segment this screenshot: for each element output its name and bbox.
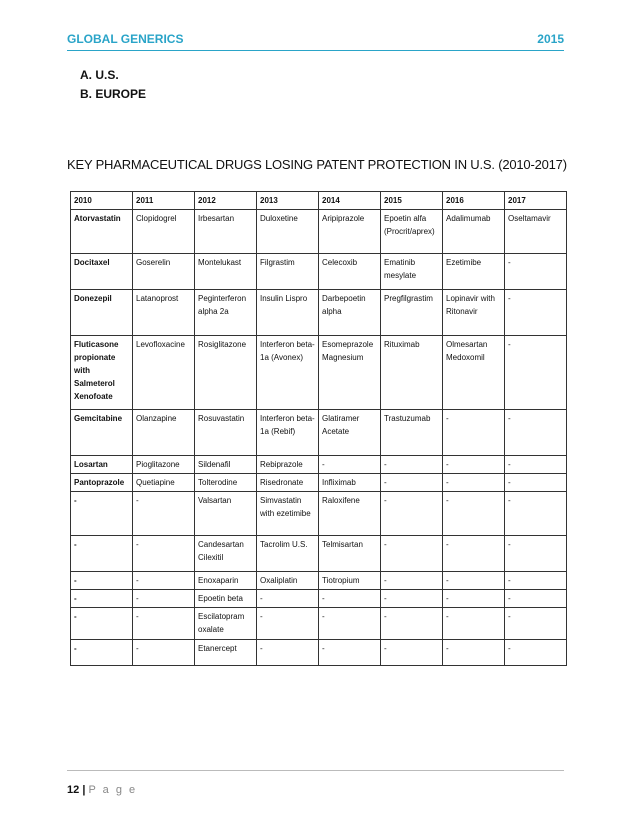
table-cell: - [381, 492, 443, 536]
table-cell: Pantoprazole [71, 474, 133, 492]
table-cell: - [505, 456, 567, 474]
table-cell: Fluticasone propionate with Salmeterol Xenofoate [71, 336, 133, 410]
table-cell: - [257, 608, 319, 640]
footer-divider [67, 770, 564, 771]
table-cell: - [381, 474, 443, 492]
table-cell: Peginterferon alpha 2a [195, 290, 257, 336]
table-cell: - [381, 572, 443, 590]
section-list [80, 66, 146, 104]
table-title: KEY PHARMACEUTICAL DRUGS LOSING PATENT PROTECTION IN U.S. (2010-2017) [67, 157, 567, 172]
table-cell: - [505, 254, 567, 290]
table-cell: - [71, 536, 133, 572]
table-cell: - [443, 474, 505, 492]
table-cell: - [443, 492, 505, 536]
table-cell: Tiotropium [319, 572, 381, 590]
table-cell: - [381, 590, 443, 608]
table-cell: - [505, 336, 567, 410]
table-cell: Risedronate [257, 474, 319, 492]
table-cell: Pioglitazone [133, 456, 195, 474]
table-cell: - [133, 492, 195, 536]
column-header: 2010 [71, 192, 133, 210]
table-row [71, 640, 567, 666]
table-cell: Losartan [71, 456, 133, 474]
column-header: 2012 [195, 192, 257, 210]
table-cell: - [381, 456, 443, 474]
table-cell: Enoxaparin [195, 572, 257, 590]
table-cell: Celecoxib [319, 254, 381, 290]
table-cell: Olmesartan Medoxomil [443, 336, 505, 410]
table-cell: - [71, 492, 133, 536]
table-cell: Filgrastim [257, 254, 319, 290]
column-header: 2011 [133, 192, 195, 210]
page-header [67, 32, 564, 51]
table-cell: - [71, 590, 133, 608]
table-cell: - [505, 608, 567, 640]
table-row [71, 210, 567, 254]
table-row [71, 410, 567, 456]
table-row [71, 254, 567, 290]
table-cell: Telmisartan [319, 536, 381, 572]
table-cell: Irbesartan [195, 210, 257, 254]
table-cell: - [133, 608, 195, 640]
table-cell: Valsartan [195, 492, 257, 536]
table-cell: Infliximab [319, 474, 381, 492]
header-brand: GLOBAL GENERICS [67, 32, 184, 46]
table-cell: Clopidogrel [133, 210, 195, 254]
column-header: 2017 [505, 192, 567, 210]
table-cell: - [443, 410, 505, 456]
table-cell: Docitaxel [71, 254, 133, 290]
table-cell: Atorvastatin [71, 210, 133, 254]
page-separator: | [82, 784, 86, 796]
table-cell: Lopinavir with Ritonavir [443, 290, 505, 336]
table-cell: - [319, 640, 381, 666]
table-cell: - [133, 536, 195, 572]
table-row [71, 572, 567, 590]
table-cell: Oseltamavir [505, 210, 567, 254]
table-cell: - [133, 590, 195, 608]
table-cell: - [443, 536, 505, 572]
table-cell: Tacrolim U.S. [257, 536, 319, 572]
table-cell: Montelukast [195, 254, 257, 290]
patent-expiry-table [70, 191, 567, 666]
table-cell: Rosuvastatin [195, 410, 257, 456]
section-item-europe: B. EUROPE [80, 87, 147, 101]
table-cell: - [505, 590, 567, 608]
page-number: 12 [67, 784, 80, 796]
column-header: 2016 [443, 192, 505, 210]
table-cell: - [505, 410, 567, 456]
table-cell: - [319, 456, 381, 474]
table-cell: - [71, 640, 133, 666]
table-header-row [71, 192, 567, 210]
page-footer [67, 784, 137, 796]
table-cell: - [443, 640, 505, 666]
table-cell: Rosiglitazone [195, 336, 257, 410]
table-cell: Pregfilgrastim [381, 290, 443, 336]
table-cell: Escilatopram oxalate [195, 608, 257, 640]
table-cell: Simvastatin with ezetimibe [257, 492, 319, 536]
table-cell: Interferon beta-1a (Rebif) [257, 410, 319, 456]
table-cell: Rebiprazole [257, 456, 319, 474]
table-cell: Insulin Lispro [257, 290, 319, 336]
table-cell: - [443, 608, 505, 640]
column-header: 2013 [257, 192, 319, 210]
table-cell: Darbepoetin alpha [319, 290, 381, 336]
column-header: 2015 [381, 192, 443, 210]
table-cell: Quetiapine [133, 474, 195, 492]
table-cell: - [381, 608, 443, 640]
table-cell: - [319, 590, 381, 608]
table-row [71, 336, 567, 410]
table-row [71, 608, 567, 640]
table-cell: Ematinib mesylate [381, 254, 443, 290]
table-cell: Glatiramer Acetate [319, 410, 381, 456]
table-cell: - [505, 572, 567, 590]
table-row [71, 474, 567, 492]
table-body [71, 210, 567, 666]
table-cell: Esomeprazole Magnesium [319, 336, 381, 410]
table-cell: Levofloxacine [133, 336, 195, 410]
table-cell: Rituximab [381, 336, 443, 410]
table-cell: - [505, 640, 567, 666]
table-cell: Etanercept [195, 640, 257, 666]
table-cell: Trastuzumab [381, 410, 443, 456]
table-cell: Tolterodine [195, 474, 257, 492]
table-cell: - [381, 536, 443, 572]
table-cell: - [257, 590, 319, 608]
table-cell: Adalimumab [443, 210, 505, 254]
table-cell: Candesartan Cilexitil [195, 536, 257, 572]
table-cell: Interferon beta-1a (Avonex) [257, 336, 319, 410]
table-cell: Ezetimibe [443, 254, 505, 290]
section-item-us: A. U.S. [80, 68, 119, 82]
table-cell: Epoetin beta [195, 590, 257, 608]
table-cell: - [443, 572, 505, 590]
table-cell: Aripiprazole [319, 210, 381, 254]
table-cell: Latanoprost [133, 290, 195, 336]
table-cell: - [381, 640, 443, 666]
table-cell: - [505, 474, 567, 492]
table-row [71, 590, 567, 608]
table-cell: - [133, 640, 195, 666]
column-header: 2014 [319, 192, 381, 210]
table-cell: - [443, 456, 505, 474]
table-cell: - [443, 590, 505, 608]
table-cell: Gemcitabine [71, 410, 133, 456]
table-row [71, 536, 567, 572]
table-cell: - [71, 608, 133, 640]
table-cell: - [257, 640, 319, 666]
table-cell: - [505, 290, 567, 336]
page-label: P a g e [88, 784, 138, 796]
table-cell: - [133, 572, 195, 590]
table-cell: Oxaliplatin [257, 572, 319, 590]
table-cell: Olanzapine [133, 410, 195, 456]
table-cell: Duloxetine [257, 210, 319, 254]
table-cell: Goserelin [133, 254, 195, 290]
table-cell: - [505, 536, 567, 572]
table-cell: Raloxifene [319, 492, 381, 536]
table-cell: - [505, 492, 567, 536]
table-cell: - [71, 572, 133, 590]
table-row [71, 456, 567, 474]
table-cell: Sildenafil [195, 456, 257, 474]
table-cell: Epoetin alfa (Procrit/aprex) [381, 210, 443, 254]
table-row [71, 290, 567, 336]
table-row [71, 492, 567, 536]
table-cell: Donezepil [71, 290, 133, 336]
header-year: 2015 [537, 32, 564, 46]
table-cell: - [319, 608, 381, 640]
